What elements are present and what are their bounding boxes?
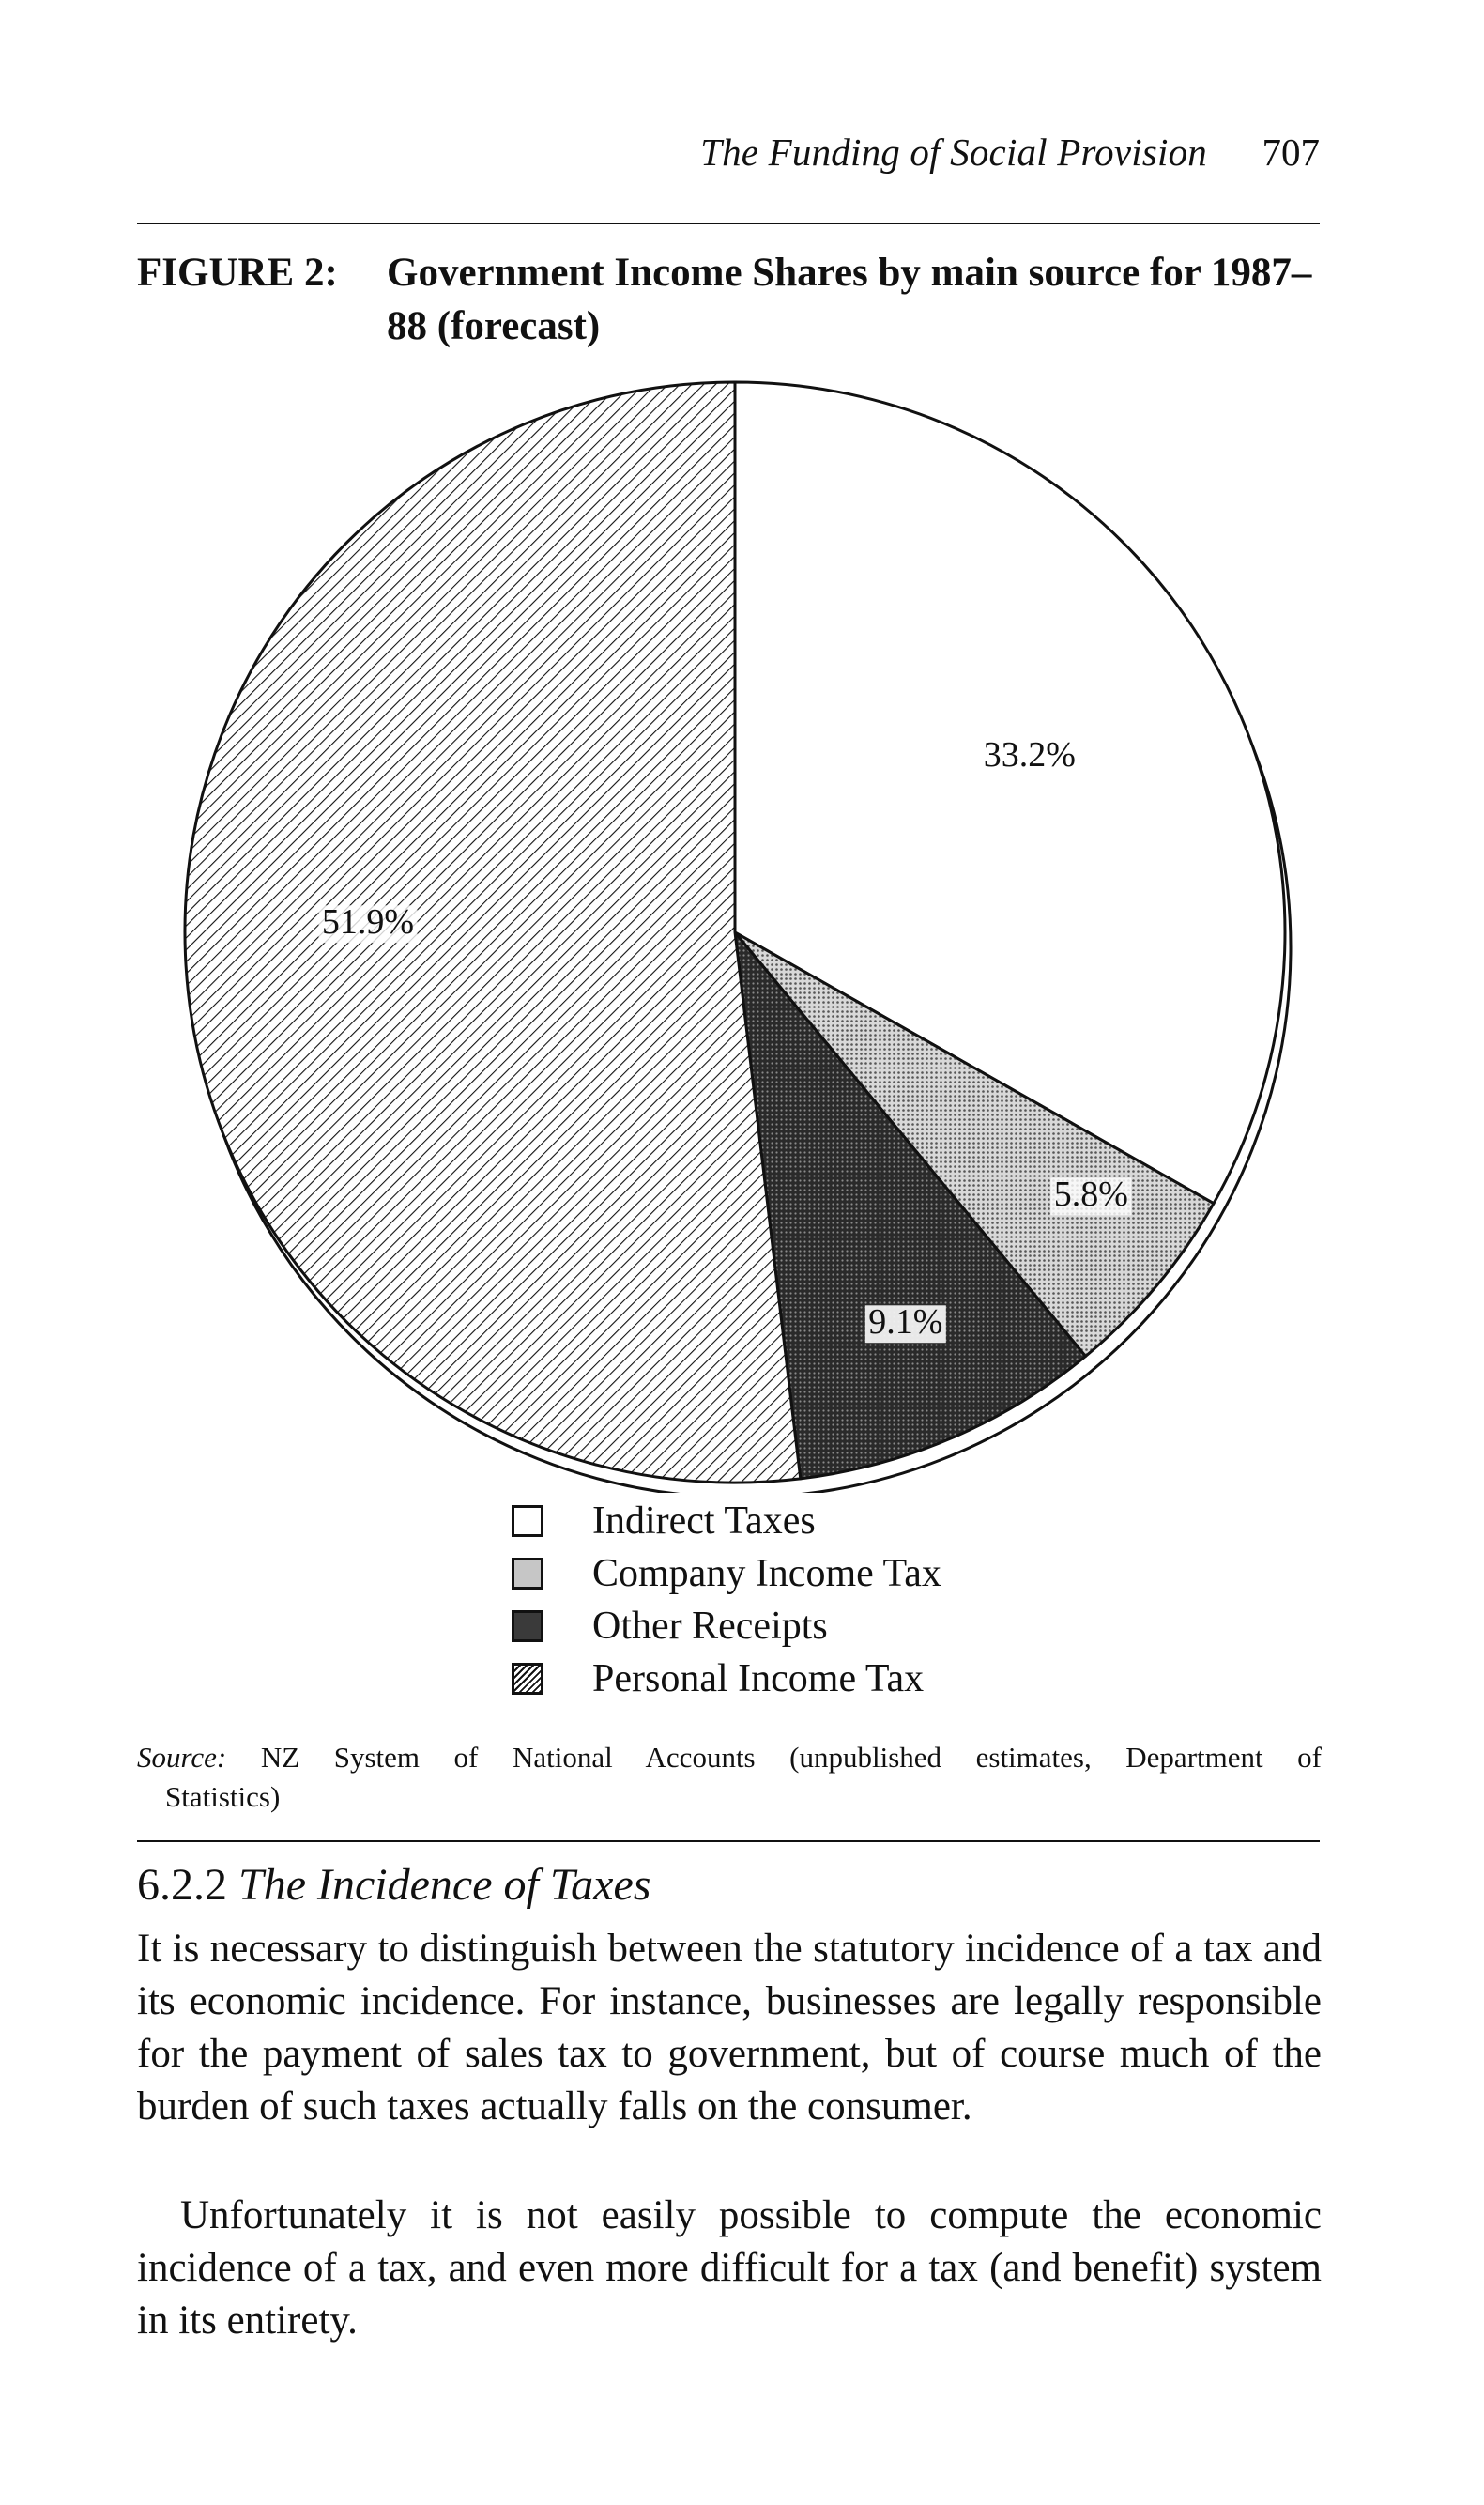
legend-label: Personal Income Tax (592, 1657, 925, 1700)
page-number: 707 (1262, 131, 1320, 174)
legend-label: Other Receipts (592, 1605, 828, 1648)
legend-swatch-hatch (512, 1663, 543, 1695)
legend-label: Company Income Tax (592, 1552, 941, 1595)
pie-slice-personal-income-tax (185, 382, 801, 1483)
body-paragraph: It is necessary to distinguish between the statutory incidence of a tax and its economic incidence. For instance, businesses are legally responsible for the payment of sales tax to government, but of course much of the burden of such taxes actually falls on the consumer. (137, 1927, 1322, 2128)
source-label: Source: (137, 1741, 227, 1774)
pie-label-company-income-tax: 5.8% (1053, 1175, 1128, 1215)
section-heading (137, 1857, 650, 1913)
figure-label: FIGURE 2: (137, 251, 338, 295)
source-text-continued: Statistics) (165, 1780, 281, 1813)
source-text: NZ System of National Accounts (unpublished estimates, Department of (260, 1741, 1322, 1774)
pie-label-indirect-taxes: 33.2% (983, 734, 1076, 775)
pie-label-other-receipts: 9.1% (868, 1302, 943, 1342)
legend-swatch-white (512, 1505, 543, 1537)
legend-swatch-dark-dots (512, 1610, 543, 1642)
pie-label-personal-income-tax: 51.9% (321, 902, 415, 942)
legend-label: Indirect Taxes (592, 1499, 816, 1543)
legend-item (512, 1600, 1075, 1652)
legend-swatch-light-dots (512, 1558, 543, 1590)
running-title: The Funding of Social Provision (700, 131, 1207, 174)
body-paragraph: Unfortunately it is not easily possible to compute the economic incidence of a tax, and even more difficult for a tax (and benefit) system in its entirety. (137, 2193, 1322, 2343)
source-note (137, 1739, 1322, 1776)
legend-item (512, 1495, 1075, 1547)
legend-item (512, 1652, 1075, 1705)
chart-legend (512, 1495, 1075, 1705)
legend-item (512, 1547, 1075, 1600)
section-number: 6.2.2 (137, 1860, 227, 1910)
section-rule (137, 1840, 1320, 1842)
section-title: The Incidence of Taxes (238, 1860, 651, 1910)
figure-title: Government Income Shares by main source for 1987–88 (forecast) (387, 251, 1312, 348)
